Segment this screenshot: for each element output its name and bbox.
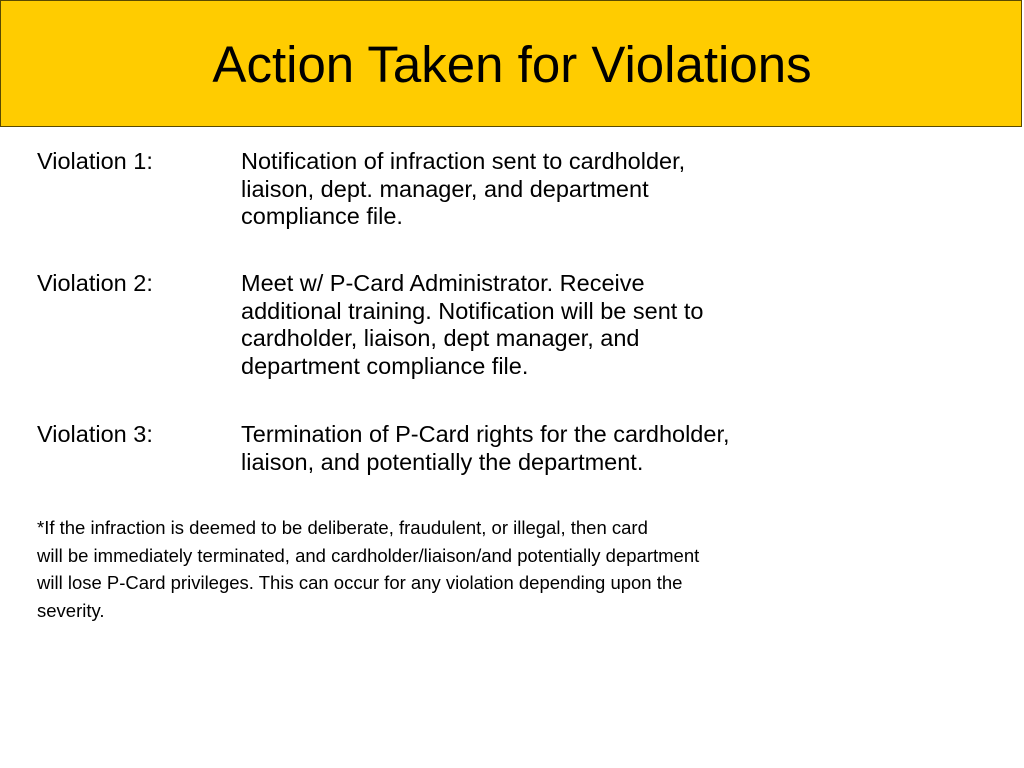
footnote-line: *If the infraction is deemed to be deliberate, fraudulent, or illegal, then card [37,517,648,538]
violation-2-label: Violation 2: [37,270,153,296]
violation-2-line: additional training. Notification will be sent to [241,297,704,324]
violation-2-description [241,270,841,380]
slide-title: Action Taken for Violations [212,36,812,93]
violation-2-line: Meet w/ P-Card Administrator. Receive [241,270,645,296]
violation-1-description [241,148,841,231]
footnote-line: will be immediately terminated, and cardholder/liaison/and potentially department [37,544,700,566]
violation-2-line: department compliance file. [241,352,529,379]
violation-1-line: liaison, dept. manager, and department [241,175,649,202]
violation-3-line: liaison, and potentially the department. [241,448,644,475]
violation-3-label: Violation 3: [37,421,153,447]
violation-1-line: Notification of infraction sent to cardholder, [241,148,686,174]
footnote-line: will lose P-Card privileges. This can occur for any violation depending upon the [37,572,683,593]
violation-1-line: compliance file. [241,203,403,229]
footnote [37,514,937,624]
title-bar [0,0,1022,127]
violation-3-description [241,421,841,476]
violation-2-line: cardholder, liaison, dept manager, and [241,325,640,351]
violation-3-line: Termination of P-Card rights for the cardholder, [241,421,730,447]
violation-1-label: Violation 1: [37,148,153,174]
footnote-line: severity. [37,599,105,621]
